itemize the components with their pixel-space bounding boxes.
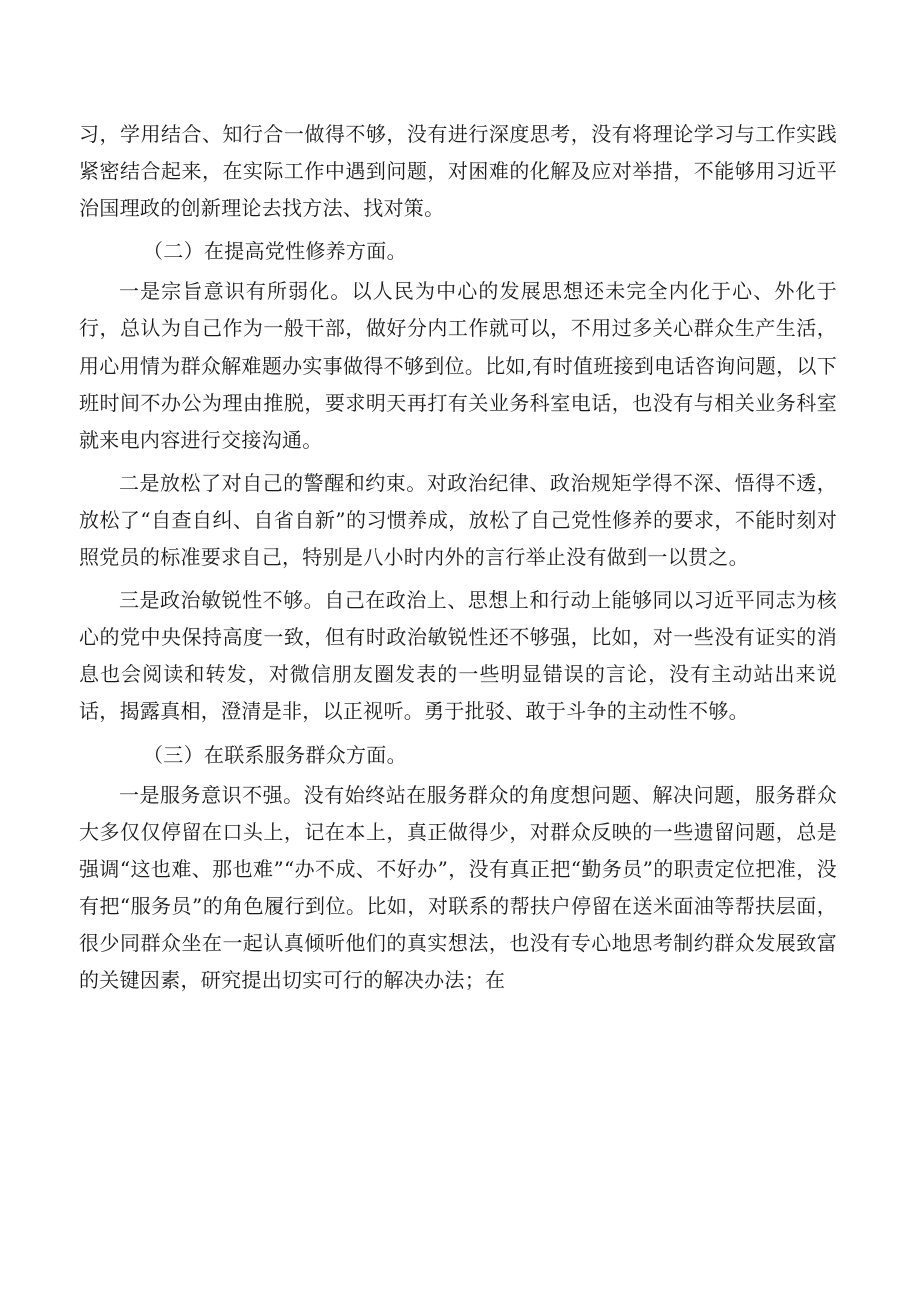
section-heading-3: （三）在联系服务群众方面。 (143, 742, 407, 767)
paragraph-continued: 习，学用结合、知行合一做得不够，没有进行深度思考，没有将理论学习与工作实践紧密结合起来，在实际工作中遇到问题，对困难的化解及应对举措，不能够用习近平治国理政的创新理论去找方法、找对策。 (79, 122, 837, 221)
paragraph-service-awareness: 一是服务意识不强。没有始终站在服务群众的角度想问题、解决问题，服务群众大多仅仅停留在口头上，记在本上，真正做得少，对群众反映的一些遗留问题，总是强调“这也难、那也难”“办不成、不好办”，没有真正把“勤务员”的职责定位把准，没有把“服务员”的角色履行到位。比如，对联系的帮扶户停留在送米面油等帮扶层面，很少同群众坐在一起认真倾听他们的真实想法，也没有专心地思考制约群众发展致富的关键因素，研究提出切实可行的解决办法；在 (79, 782, 837, 993)
paragraph-purpose-awareness: 一是宗旨意识有所弱化。以人民为中心的发展思想还未完全内化于心、外化于行，总认为自己作为一般干部，做好分内工作就可以，不用过多关心群众生产生活，用心用情为群众解难题办实事做得不够到位。比如,有时值班接到电话咨询问题，以下班时间不办公为理由推脱，要求明天再打有关业务科室电话，也没有与相关业务科室就来电内容进行交接沟通。 (79, 279, 837, 452)
paragraph-political-sensitivity: 三是政治敏锐性不够。自己在政治上、思想上和行动上能够同以习近平同志为核心的党中央保持高度一致，但有时政治敏锐性还不够强，比如，对一些没有证实的消息也会阅读和转发，对微信朋友圈发表的一些明显错误的言论，没有主动站出来说话，揭露真相，澄清是非，以正视听。勇于批驳、敢于斗争的主动性不够。 (79, 588, 837, 724)
paragraph-self-discipline: 二是放松了对自己的警醒和约束。对政治纪律、政治规矩学得不深、悟得不透，放松了“自查自纠、自省自新”的习惯养成，放松了自己党性修养的要求，不能时刻对照党员的标准要求自己，特别是八小时内外的言行举止没有做到一以贯之。 (79, 470, 837, 570)
document-body (79, 116, 837, 1000)
section-heading-2: （二）在提高党性修养方面。 (143, 239, 407, 264)
